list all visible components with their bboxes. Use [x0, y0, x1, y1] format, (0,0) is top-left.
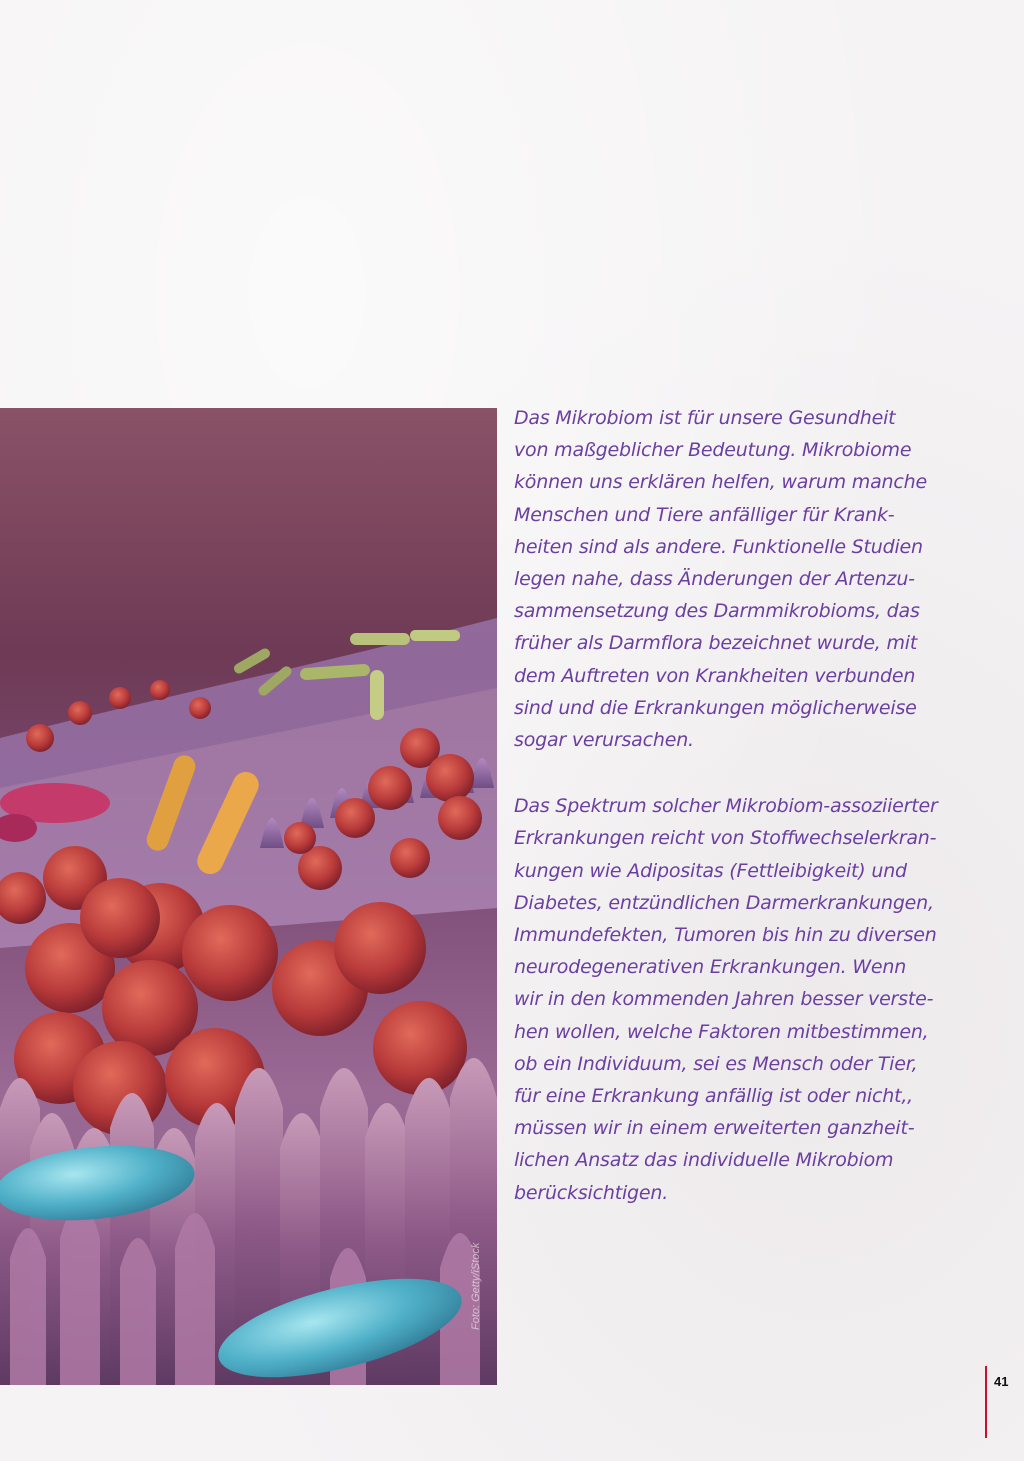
text-line: müssen wir in einem erweiterten ganzheit- — [514, 1117, 915, 1140]
microbiome-illustration — [0, 408, 497, 1385]
text-line: kungen wie Adipositas (Fettleibigkeit) und — [514, 859, 907, 882]
text-line: berücksichtigen. — [514, 1181, 669, 1204]
microbiome-illustration-image — [0, 408, 497, 1385]
page-number: 41 — [994, 1374, 1009, 1389]
text-line: sind und die Erkrankungen möglicherweise — [514, 696, 917, 719]
text-line: heiten sind als andere. Funktionelle Studien — [514, 535, 923, 558]
text-line: legen nahe, dass Änderungen der Artenzu- — [514, 568, 915, 591]
paragraph-2 — [514, 790, 984, 1209]
text-line: dem Auftreten von Krankheiten verbunden — [514, 664, 916, 687]
article-text — [514, 402, 984, 1209]
text-line: hen wollen, welche Faktoren mitbestimmen, — [514, 1020, 929, 1043]
text-line: Menschen und Tiere anfälliger für Krank- — [514, 503, 895, 526]
text-line: ob ein Individuum, sei es Mensch oder Tier, — [514, 1052, 918, 1075]
text-line: Erkrankungen reicht von Stoffwechselerkran- — [514, 827, 937, 850]
text-line: neurodegenerativen Erkrankungen. Wenn — [514, 956, 907, 979]
text-line: Diabetes, entzündlichen Darmerkrankungen, — [514, 891, 934, 914]
text-line: lichen Ansatz das individuelle Mikrobiom — [514, 1149, 894, 1172]
text-line: von maßgeblicher Bedeutung. Mikrobiome — [514, 439, 912, 462]
text-line: können uns erklären helfen, warum manche — [514, 471, 927, 494]
text-line: sogar verursachen. — [514, 729, 694, 752]
page-number-rule — [985, 1366, 987, 1438]
paragraph-1 — [514, 402, 984, 756]
text-line: früher als Darmflora bezeichnet wurde, mit — [514, 632, 918, 655]
text-line: für eine Erkrankung anfällig ist oder nicht,, — [514, 1085, 914, 1108]
text-line: Immundefekten, Tumoren bis hin zu diversen — [514, 924, 937, 947]
text-line: Das Mikrobiom ist für unsere Gesundheit — [514, 407, 896, 429]
text-line: wir in den kommenden Jahren besser verste- — [514, 988, 934, 1011]
photo-credit: Foto: Getty/iStock — [470, 1242, 482, 1330]
text-line: sammensetzung des Darmmikrobioms, das — [514, 600, 920, 623]
text-line: Das Spektrum solcher Mikrobiom-assoziierter — [514, 795, 938, 818]
